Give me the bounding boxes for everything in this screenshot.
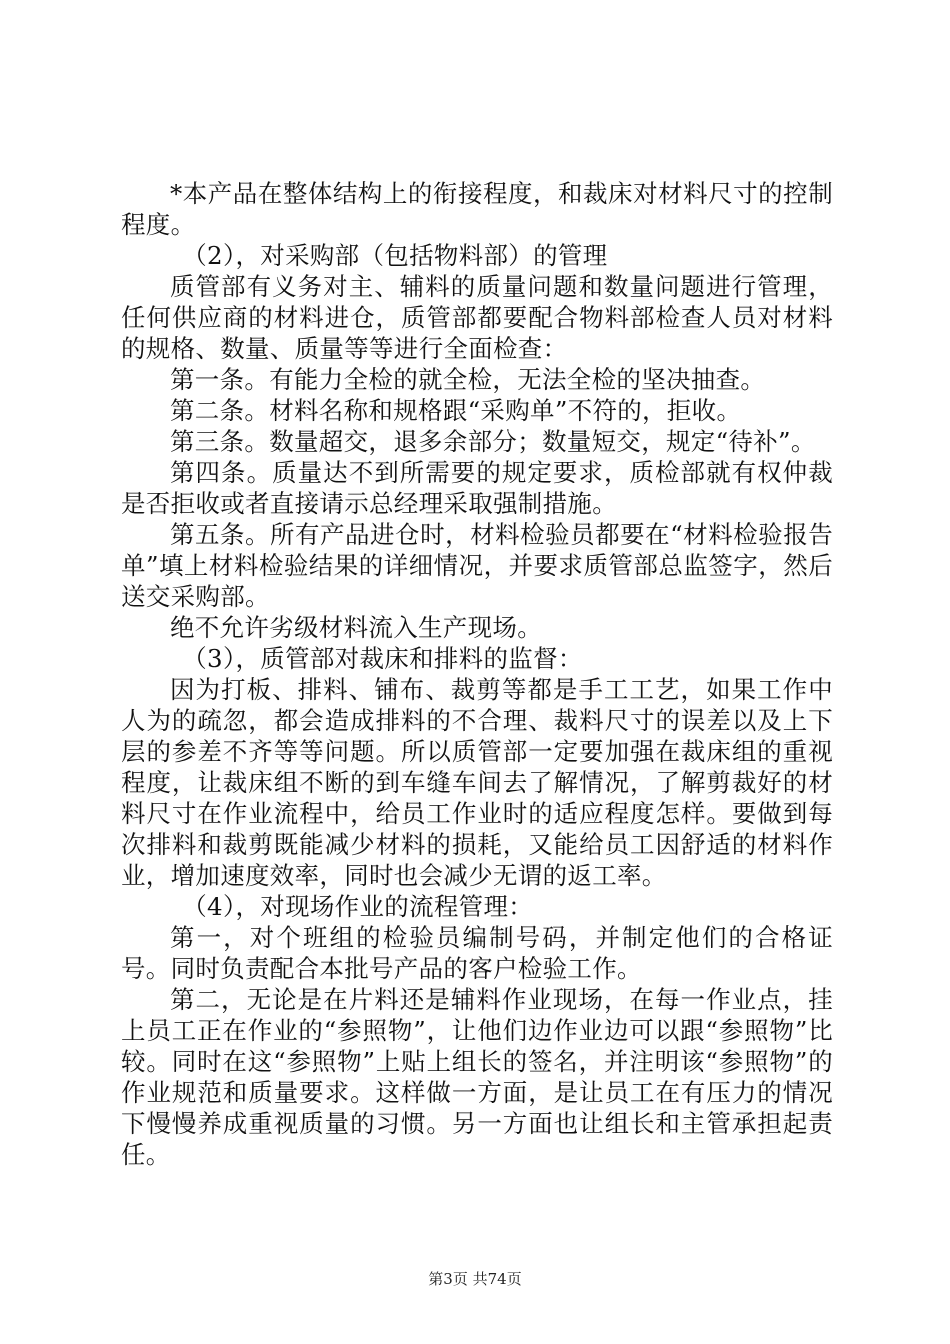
flow-item-1: 第一，对个班组的检验员编制号码，并制定他们的合格证号。同时负责配合本批号产品的客户检验工作。: [121, 923, 833, 983]
section-heading-2: （2），对采购部（包括物料部）的管理: [182, 241, 608, 270]
section-heading-3: （3），质管部对裁床和排料的监督：: [182, 644, 583, 673]
rule-item-3: 第三条。数量超交，退多余部分；数量短交，规定“待补”。: [170, 427, 816, 456]
rule-item-5: 第五条。所有产品进仓时，材料检验员都要在“材料检验报告单”填上材料检验结果的详细情况，并要求质管部总监签字，然后送交采购部。: [121, 520, 833, 611]
rule-item-4: 第四条。质量达不到所需要的规定要求，质检部就有权仲裁是否拒收或者直接请示总经理采取强制措施。: [121, 458, 833, 518]
paragraph-no-inferior: 绝不允许劣级材料流入生产现场。: [170, 613, 542, 642]
rule-item-1: 第一条。有能力全检的就全检，无法全检的坚决抽查。: [170, 365, 766, 394]
flow-item-2: 第二，无论是在片料还是辅料作业现场，在每一作业点，挂上员工正在作业的“参照物”，让他们边作业边可以跟“参照物”比较。同时在这“参照物”上贴上组长的签名，并注明该“参照物”的作业规范和质量要求。这样做一方面，是让员工在有压力的情况下慢慢养成重视质量的习惯。另一方面也让组长和主管承担起责任。: [121, 985, 833, 1169]
paragraph-cutting: 因为打板、排料、铺布、裁剪等都是手工工艺，如果工作中人为的疏忽，都会造成排料的不合理、裁料尺寸的误差以及上下层的参差不齐等等问题。所以质管部一定要加强在裁床组的重视程度，让裁床组不断的到车缝车间去了解情况，了解剪裁好的材料尺寸在作业流程中，给员工作业时的适应程度怎样。要做到每次排料和裁剪既能减少材料的损耗，又能给员工因舒适的材料作业，增加速度效率，同时也会减少无谓的返工率。: [121, 675, 833, 890]
section-heading-4: （4），对现场作业的流程管理：: [182, 892, 534, 921]
paragraph-intro: *本产品在整体结构上的衔接程度，和裁床对材料尺寸的控制程度。: [121, 179, 833, 239]
paragraph-procurement: 质管部有义务对主、辅料的质量问题和数量问题进行管理，任何供应商的材料进仓，质管部都要配合物料部检查人员对材料的规格、数量、质量等等进行全面检查：: [121, 272, 833, 363]
page-number-footer: 第3页 共74页: [428, 1270, 522, 1288]
document-body: [121, 178, 833, 1170]
rule-item-2: 第二条。材料名称和规格跟“采购单”不符的，拒收。: [170, 396, 742, 425]
